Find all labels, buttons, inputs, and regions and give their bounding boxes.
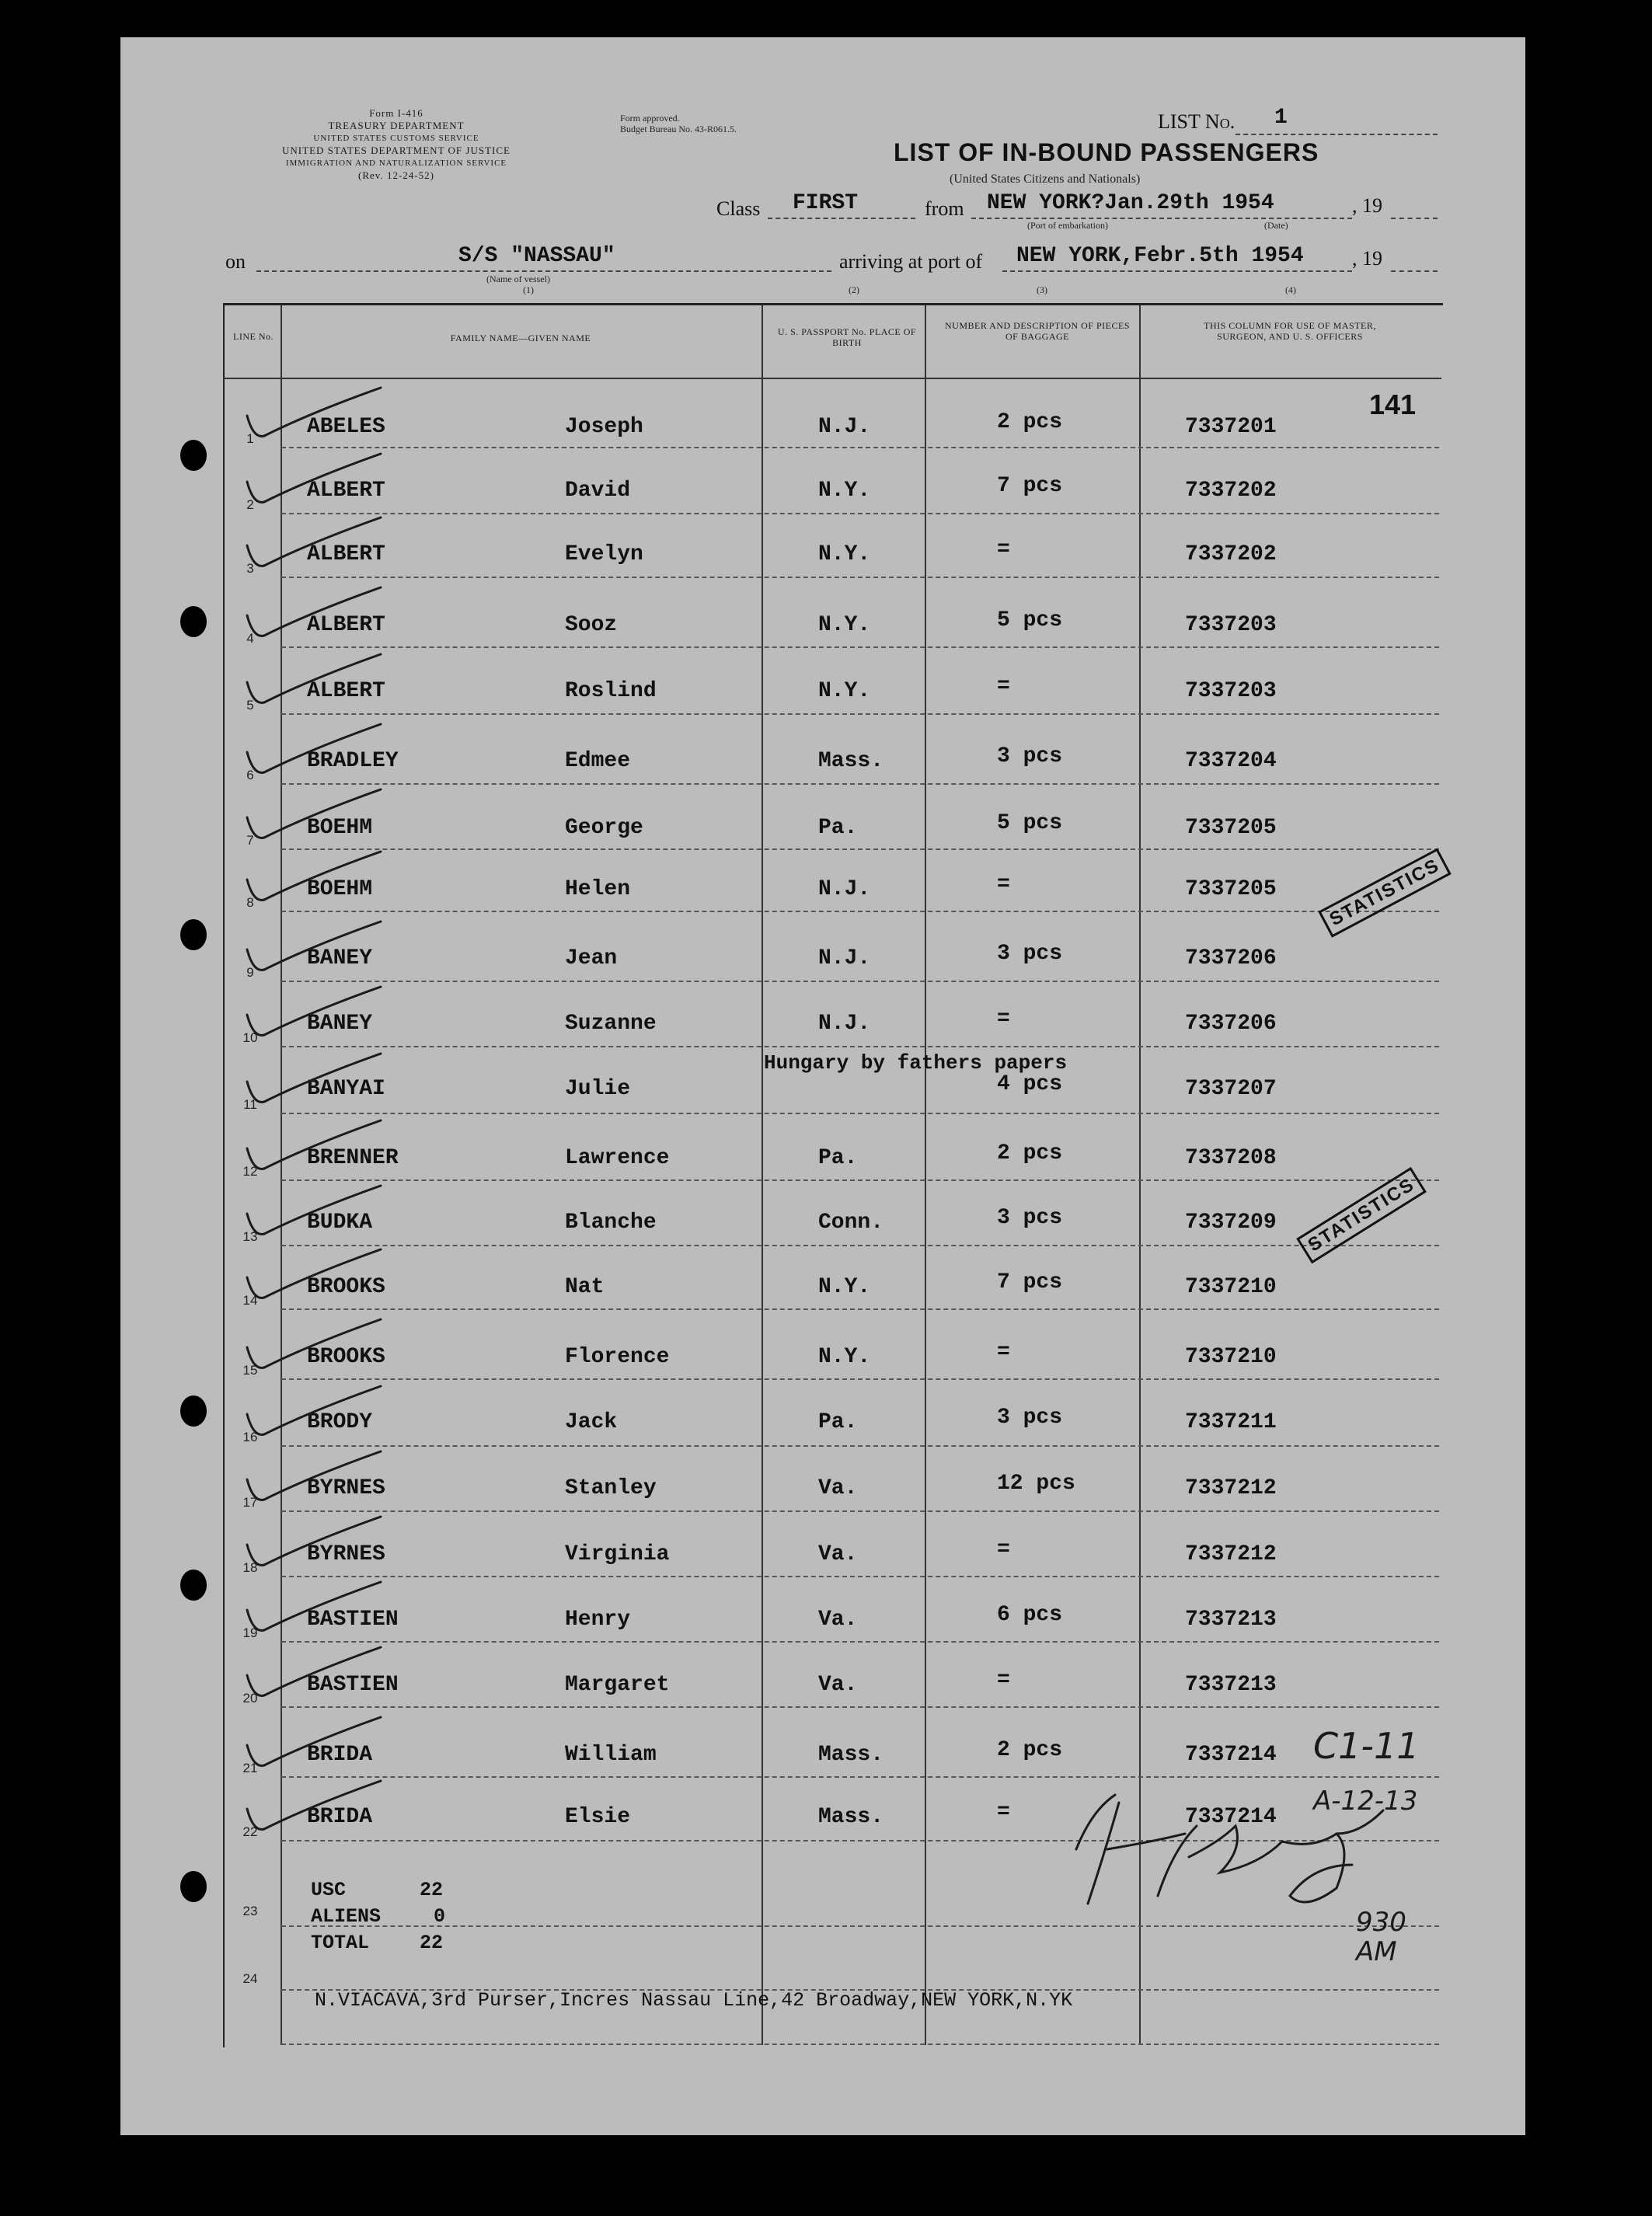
usc-label: USC [311, 1879, 347, 1901]
total-label: TOTAL [311, 1932, 370, 1954]
revision: (Rev. 12-24-52) [358, 169, 434, 181]
given-name: George [565, 816, 643, 840]
family-name: BROOKS [307, 1345, 385, 1369]
col-num-4: (4) [1285, 284, 1296, 295]
baggage: 3 pcs [997, 1206, 1063, 1230]
family-name: BASTIEN [307, 1673, 399, 1697]
punch-hole [180, 606, 207, 637]
family-name: BANEY [307, 946, 373, 970]
purser-line: N.VIACAVA,3rd Purser,Incres Nassau Line,42 Broadway,NEW YORK,N.YK [315, 1989, 1073, 2012]
line-number: 19 [242, 1625, 258, 1640]
reference-number: 7337203 [1185, 613, 1277, 637]
row-divider [281, 1510, 1439, 1512]
given-name: Roslind [565, 679, 657, 703]
reference-number: 7337214 [1185, 1743, 1277, 1767]
row-divider [281, 1706, 1439, 1708]
baggage: 2 pcs [997, 1738, 1063, 1762]
place-of-birth: N.J. [818, 946, 871, 970]
reference-number: 7337212 [1185, 1476, 1277, 1500]
line-number: 22 [242, 1824, 258, 1839]
row-divider [281, 513, 1439, 514]
given-name: Henry [565, 1608, 631, 1632]
reference-number: 7337214 [1185, 1805, 1277, 1829]
given-name: David [565, 479, 631, 503]
baggage: = [997, 538, 1010, 562]
row-divider [281, 1378, 1439, 1380]
row-divider [281, 1641, 1439, 1643]
given-name: Julie [565, 1077, 631, 1101]
place-of-birth: N.J. [818, 877, 871, 901]
year-suffix-2: , 19 [1352, 247, 1382, 270]
family-name: BROOKS [307, 1275, 385, 1299]
given-name: Jean [565, 946, 618, 970]
col-baggage-header: NUMBER AND DESCRIPTION OF PIECES OF BAGGAGE [944, 320, 1131, 342]
line-number: 8 [246, 895, 254, 910]
arriving-label: arriving at port of [839, 250, 983, 273]
place-of-birth: Va. [818, 1608, 858, 1632]
given-name: Suzanne [565, 1012, 657, 1036]
family-name: BRIDA [307, 1743, 373, 1767]
aliens-label: ALIENS [311, 1905, 382, 1928]
line-number: 23 [242, 1904, 258, 1918]
line-number: 6 [246, 768, 254, 782]
row-divider [281, 1576, 1439, 1577]
family-name: ALBERT [307, 679, 385, 703]
row-divider [281, 1308, 1439, 1310]
line-number: 2 [246, 497, 254, 512]
reference-number: 7337211 [1185, 1410, 1277, 1434]
row-divider [281, 1113, 1439, 1114]
place-of-birth: Mass. [818, 749, 884, 773]
line-number: 1 [246, 431, 254, 446]
reference-number: 7337205 [1185, 877, 1277, 901]
baggage: 12 pcs [997, 1472, 1075, 1496]
approved-text: Form approved. [620, 113, 680, 124]
reference-number: 7337213 [1185, 1608, 1277, 1632]
place-of-birth: Conn. [818, 1211, 884, 1235]
page-title: LIST OF IN-BOUND PASSENGERS [894, 138, 1319, 166]
reference-number: 7337203 [1185, 679, 1277, 703]
col-num-3: (3) [1037, 284, 1047, 295]
line-number: 17 [242, 1495, 258, 1510]
given-name: Elsie [565, 1805, 631, 1829]
family-name: ALBERT [307, 613, 385, 637]
place-of-birth: N.Y. [818, 1345, 871, 1369]
family-name: BRADLEY [307, 749, 399, 773]
punch-hole [180, 440, 207, 471]
col-name-header: FAMILY NAME—GIVEN NAME [450, 333, 591, 343]
family-name: BUDKA [307, 1211, 373, 1235]
row-divider [281, 1245, 1439, 1246]
line-number: 15 [242, 1363, 258, 1378]
given-name: Blanche [565, 1211, 657, 1235]
col-passport-header: U. S. PASSPORT No. PLACE OF BIRTH [777, 326, 917, 348]
family-name: BOEHM [307, 816, 373, 840]
punch-hole [180, 1570, 207, 1601]
family-name: BASTIEN [307, 1608, 399, 1632]
col-line-header: LINE No. [233, 331, 274, 342]
family-name: ALBERT [307, 479, 385, 503]
place-of-birth: Hungary by fathers papers [764, 1051, 1068, 1075]
family-name: BRODY [307, 1410, 373, 1434]
row-divider [281, 1046, 1439, 1047]
place-of-birth: Va. [818, 1476, 858, 1500]
line-number: 12 [242, 1164, 258, 1179]
reference-number: 7337206 [1185, 1012, 1277, 1036]
reference-number: 7337209 [1185, 1211, 1277, 1235]
row-divider [281, 646, 1439, 648]
place-of-birth: N.Y. [818, 479, 871, 503]
line-number: 18 [242, 1560, 258, 1575]
list-label: LIST No. [1158, 110, 1236, 133]
from-label: from [925, 197, 964, 220]
row-divider [281, 1776, 1439, 1778]
given-name: Margaret [565, 1673, 670, 1697]
family-name: BOEHM [307, 877, 373, 901]
given-name: Jack [565, 1410, 618, 1434]
line-number: 13 [242, 1229, 258, 1244]
from-value: NEW YORK?Jan.29th 1954 [987, 191, 1274, 215]
family-name: BRENNER [307, 1146, 399, 1170]
given-name: William [565, 1743, 657, 1767]
given-name: Joseph [565, 415, 643, 439]
year-suffix-1: , 19 [1352, 194, 1382, 217]
row-divider [281, 783, 1439, 785]
given-name: Evelyn [565, 542, 643, 566]
line-number: 7 [246, 833, 254, 848]
family-name: BYRNES [307, 1542, 385, 1566]
baggage: 5 pcs [997, 608, 1063, 632]
baggage: 6 pcs [997, 1603, 1063, 1627]
class-value: FIRST [793, 191, 859, 215]
baggage: 7 pcs [997, 1270, 1063, 1294]
line-number: 16 [242, 1430, 258, 1444]
family-name: BANYAI [307, 1077, 385, 1101]
line-number: 11 [243, 1097, 257, 1112]
baggage: = [997, 1007, 1010, 1031]
aliens-value: 0 [434, 1905, 446, 1928]
reference-number: 7337201 [1185, 415, 1277, 439]
given-name: Florence [565, 1345, 670, 1369]
place-of-birth: Va. [818, 1542, 858, 1566]
reference-number: 7337212 [1185, 1542, 1277, 1566]
family-name: ABELES [307, 415, 385, 439]
row-divider [281, 1445, 1439, 1447]
place-of-birth: Va. [818, 1673, 858, 1697]
total-value: 22 [420, 1932, 444, 1954]
baggage: 4 pcs [997, 1072, 1063, 1096]
form-number: Form I-416 [369, 107, 423, 119]
note-row-22: A-12-13 [1313, 1786, 1418, 1817]
row-divider [281, 713, 1439, 715]
vessel-caption: (Name of vessel) [486, 274, 550, 284]
page-number: 141 [1369, 388, 1417, 420]
baggage: 7 pcs [997, 474, 1063, 498]
baggage: 3 pcs [997, 744, 1063, 768]
line-number: 20 [242, 1691, 258, 1706]
reference-number: 7337202 [1185, 479, 1277, 503]
baggage: = [997, 1340, 1010, 1364]
row-divider [281, 447, 1439, 448]
page-subtitle: (United States Citizens and Nationals) [950, 172, 1141, 186]
reference-number: 7337202 [1185, 542, 1277, 566]
line-number: 14 [242, 1293, 258, 1308]
place-of-birth: N.Y. [818, 1275, 871, 1299]
on-label: on [225, 250, 246, 273]
baggage: = [997, 1668, 1010, 1692]
family-name: ALBERT [307, 542, 385, 566]
list-number: 1 [1274, 106, 1288, 130]
place-of-birth: Pa. [818, 1146, 858, 1170]
vessel-name: S/S "NASSAU" [458, 244, 615, 268]
given-name: Helen [565, 877, 631, 901]
family-name: BANEY [307, 1012, 373, 1036]
col-num-1: (1) [523, 284, 534, 295]
baggage: 2 pcs [997, 1141, 1063, 1165]
baggage: 3 pcs [997, 942, 1063, 966]
given-name: Stanley [565, 1476, 657, 1500]
reference-number: 7337213 [1185, 1673, 1277, 1697]
reference-number: 7337208 [1185, 1146, 1277, 1170]
line-number: 10 [242, 1030, 258, 1045]
baggage: = [997, 1538, 1010, 1562]
col-officers-header: THIS COLUMN FOR USE OF MASTER, SURGEON, AND U. S. OFFICERS [1204, 320, 1376, 342]
class-label: Class [716, 197, 761, 220]
reference-number: 7337205 [1185, 816, 1277, 840]
punch-hole [180, 919, 207, 950]
time-note: 930 AM [1356, 1907, 1406, 1967]
form-meta [225, 107, 567, 182]
given-name: Nat [565, 1275, 605, 1299]
baggage: 3 pcs [997, 1406, 1063, 1430]
reference-number: 7337207 [1185, 1077, 1277, 1101]
row-divider [281, 1840, 1439, 1841]
date-caption: (Date) [1264, 220, 1288, 231]
place-of-birth: N.Y. [818, 679, 871, 703]
note-row-21: C1-11 [1313, 1725, 1420, 1767]
baggage: 5 pcs [997, 811, 1063, 835]
port-embark-caption: (Port of embarkation) [1027, 220, 1108, 231]
reference-number: 7337210 [1185, 1275, 1277, 1299]
baggage: = [997, 1800, 1010, 1824]
baggage: 2 pcs [997, 410, 1063, 434]
reference-number: 7337210 [1185, 1345, 1277, 1369]
statistics-stamp: STATISTICS [1296, 1167, 1427, 1264]
reference-number: 7337204 [1185, 749, 1277, 773]
place-of-birth: N.J. [818, 415, 871, 439]
reference-number: 7337206 [1185, 946, 1277, 970]
arriving-value: NEW YORK,Febr.5th 1954 [1016, 244, 1304, 268]
family-name: BRIDA [307, 1805, 373, 1829]
row-divider [281, 848, 1439, 850]
place-of-birth: N.J. [818, 1012, 871, 1036]
given-name: Lawrence [565, 1146, 670, 1170]
place-of-birth: Pa. [818, 816, 858, 840]
punch-hole [180, 1395, 207, 1427]
punch-hole [180, 1871, 207, 1902]
place-of-birth: N.Y. [818, 613, 871, 637]
line-number: 4 [246, 631, 254, 646]
form-approval [620, 113, 869, 134]
row-divider [281, 981, 1439, 982]
justice-dept: UNITED STATES DEPARTMENT OF JUSTICE [282, 145, 511, 156]
line-number: 5 [246, 698, 254, 713]
family-name: BYRNES [307, 1476, 385, 1500]
budget-text: Budget Bureau No. 43-R061.5. [620, 124, 737, 134]
given-name: Sooz [565, 613, 618, 637]
treasury-dept: TREASURY DEPARTMENT [328, 120, 465, 131]
statistics-stamp: STATISTICS [1318, 848, 1452, 937]
usc-value: 22 [420, 1879, 444, 1901]
place-of-birth: N.Y. [818, 542, 871, 566]
row-divider [281, 577, 1439, 578]
customs-service: UNITED STATES CUSTOMS SERVICE [313, 134, 479, 143]
line-number: 3 [246, 561, 254, 576]
row-divider [281, 911, 1439, 912]
baggage: = [997, 873, 1010, 897]
place-of-birth: Pa. [818, 1410, 858, 1434]
row-divider [281, 1179, 1439, 1181]
line-number: 9 [246, 965, 254, 980]
col-num-2: (2) [849, 284, 859, 295]
given-name: Edmee [565, 749, 631, 773]
given-name: Virginia [565, 1542, 670, 1566]
line-number: 21 [242, 1761, 258, 1775]
baggage: = [997, 674, 1010, 699]
place-of-birth: Mass. [818, 1805, 884, 1829]
ins-service: IMMIGRATION AND NATURALIZATION SERVICE [285, 159, 507, 168]
place-of-birth: Mass. [818, 1743, 884, 1767]
line-number: 24 [242, 1971, 258, 1986]
